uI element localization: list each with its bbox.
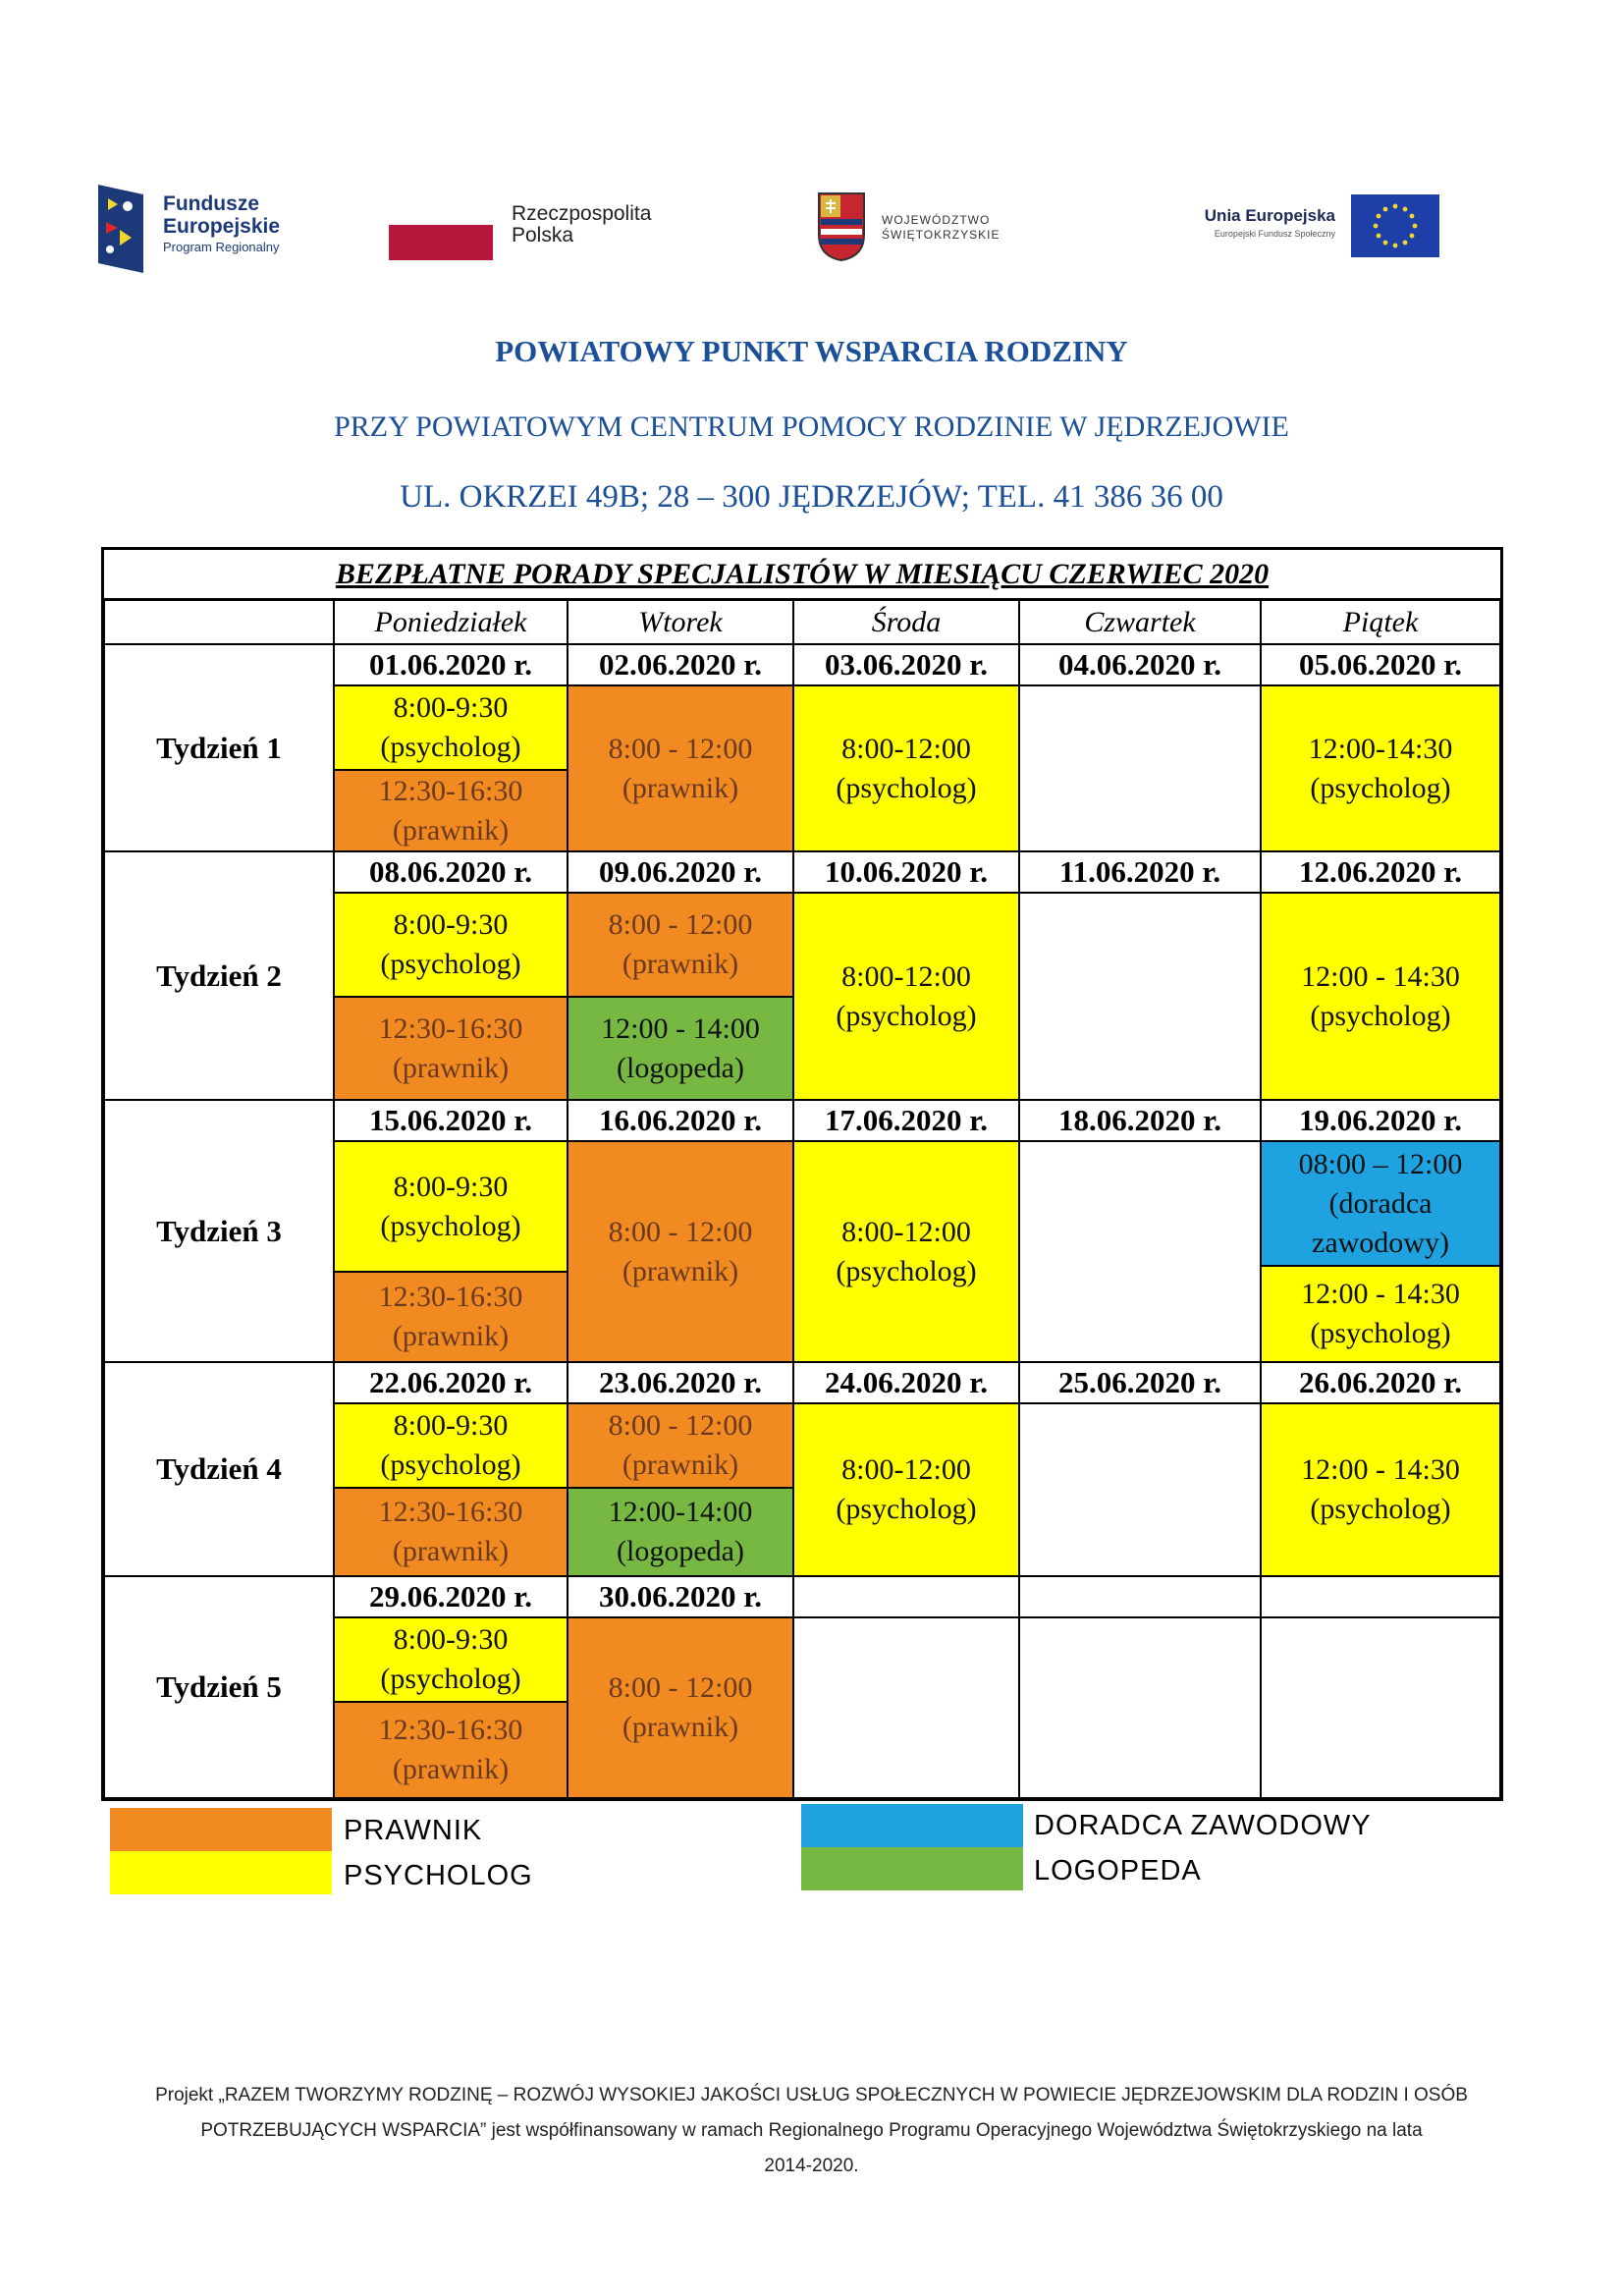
slot-role: (psycholog) bbox=[836, 1493, 977, 1525]
slot-time: 8:00-9:30 bbox=[393, 1409, 509, 1442]
sw-logo-line2: ŚWIĘTOKRZYSKIE bbox=[882, 228, 1001, 242]
slot-role: (prawnik) bbox=[622, 771, 739, 804]
project-footer bbox=[128, 2078, 1495, 2184]
legend-swatch-doradca bbox=[801, 1804, 1023, 1847]
date-cell bbox=[1019, 1576, 1261, 1617]
date-cell: 01.06.2020 r. bbox=[334, 644, 568, 685]
polish-flag-icon bbox=[389, 225, 493, 260]
appointment-psycholog bbox=[334, 1617, 568, 1702]
appointment-prawnik bbox=[568, 685, 793, 851]
slot-time: 12:00 - 14:30 bbox=[1301, 1278, 1460, 1310]
date-cell: 11.06.2020 r. bbox=[1019, 851, 1261, 893]
slot-time: 12:30-16:30 bbox=[378, 1714, 523, 1746]
appointment-prawnik bbox=[334, 1272, 568, 1362]
slot-time: 8:00 - 12:00 bbox=[608, 1215, 753, 1248]
slot-role: (prawnik) bbox=[392, 813, 510, 847]
empty-cell bbox=[1019, 1403, 1261, 1576]
slot-time: 12:00 - 14:30 bbox=[1301, 1453, 1460, 1486]
date-cell: 08.06.2020 r. bbox=[334, 851, 568, 893]
slot-role: (psycholog) bbox=[836, 999, 977, 1032]
slot-time: 12:30-16:30 bbox=[378, 1281, 523, 1313]
unia-europejska-logo-text bbox=[1104, 206, 1335, 239]
slot-role: (psycholog) bbox=[380, 1209, 521, 1242]
appointment-prawnik bbox=[334, 1702, 568, 1798]
legend-label-prawnik: PRAWNIK bbox=[344, 1815, 483, 1846]
date-cell: 22.06.2020 r. bbox=[334, 1362, 568, 1403]
slot-time: 12:30-16:30 bbox=[378, 774, 523, 807]
appointment-psycholog bbox=[793, 1403, 1019, 1576]
day-header-friday: Piątek bbox=[1261, 600, 1500, 644]
ue-logo-line2: Europejski Fundusz Społeczny bbox=[1214, 229, 1335, 239]
empty-cell bbox=[793, 1617, 1019, 1798]
slot-role: (psycholog) bbox=[1310, 771, 1451, 804]
date-cell: 10.06.2020 r. bbox=[793, 851, 1019, 893]
appointment-prawnik bbox=[568, 1403, 793, 1488]
footer-line1: Projekt „RAZEM TWORZYMY RODZINĘ – ROZWÓJ WYSOKIEJ JAKOŚCI USŁUG SPOŁECZNYCH W POWIECIE JĘDRZEJOWSKIM DLA RODZIN I OSÓB bbox=[155, 2085, 1468, 2105]
slot-role: (psycholog) bbox=[1310, 999, 1451, 1032]
fundusze-europejskie-logo-icon bbox=[98, 185, 143, 273]
slot-time: 8:00-9:30 bbox=[393, 691, 509, 724]
fe-logo-line1: Fundusze bbox=[163, 192, 259, 215]
date-cell: 30.06.2020 r. bbox=[568, 1576, 793, 1617]
week-label: Tydzień 4 bbox=[104, 1362, 334, 1576]
slot-role: (psycholog) bbox=[836, 1254, 977, 1287]
slot-role: (prawnik) bbox=[622, 1711, 739, 1743]
date-cell: 24.06.2020 r. bbox=[793, 1362, 1019, 1403]
week-label: Tydzień 3 bbox=[104, 1100, 334, 1362]
slot-time: 8:00 - 12:00 bbox=[608, 1409, 753, 1442]
slot-time: 8:00-12:00 bbox=[841, 1453, 971, 1486]
slot-time: 8:00 - 12:00 bbox=[608, 908, 753, 941]
date-cell: 25.06.2020 r. bbox=[1019, 1362, 1261, 1403]
slot-time: 12:00 - 14:00 bbox=[601, 1011, 760, 1045]
date-cell: 15.06.2020 r. bbox=[334, 1100, 568, 1141]
slot-time: 12:00-14:00 bbox=[608, 1496, 753, 1528]
legend-swatch-psycholog bbox=[110, 1851, 332, 1894]
rp-logo-line1: Rzeczpospolita bbox=[512, 202, 652, 225]
empty-cell bbox=[1019, 1141, 1261, 1362]
slot-time: 8:00-12:00 bbox=[841, 1215, 971, 1248]
fundusze-europejskie-logo-text bbox=[163, 192, 280, 257]
slot-time: 12:30-16:30 bbox=[378, 1496, 523, 1528]
day-header-wednesday: Środa bbox=[793, 600, 1019, 644]
date-cell: 12.06.2020 r. bbox=[1261, 851, 1500, 893]
slot-role: (psycholog) bbox=[836, 771, 977, 804]
slot-role: (prawnik) bbox=[392, 1753, 510, 1785]
appointment-psycholog bbox=[334, 1141, 568, 1272]
appointment-prawnik bbox=[568, 1141, 793, 1362]
empty-cell bbox=[1019, 893, 1261, 1100]
date-cell: 29.06.2020 r. bbox=[334, 1576, 568, 1617]
week-label: Tydzień 5 bbox=[104, 1576, 334, 1798]
date-cell bbox=[1261, 1576, 1500, 1617]
appointment-psycholog bbox=[1261, 685, 1500, 851]
slot-role: (psycholog) bbox=[380, 948, 521, 980]
slot-time: 08:00 – 12:00 bbox=[1298, 1147, 1463, 1180]
slot-time: 12:00 - 14:30 bbox=[1301, 959, 1460, 993]
day-header-tuesday: Wtorek bbox=[568, 600, 793, 644]
slot-role: (psycholog) bbox=[1310, 1493, 1451, 1525]
sw-logo-line1: WOJEWÓDZTWO bbox=[882, 213, 991, 227]
appointment-psycholog bbox=[793, 1141, 1019, 1362]
slot-role: (logopeda) bbox=[617, 1051, 744, 1084]
slot-role: (prawnik) bbox=[392, 1320, 510, 1352]
page-subtitle: PRZY POWIATOWYM CENTRUM POMOCY RODZINIE W JĘDRZEJOWIE bbox=[334, 410, 1289, 443]
date-cell: 19.06.2020 r. bbox=[1261, 1100, 1500, 1141]
slot-role: (logopeda) bbox=[617, 1535, 744, 1567]
appointment-psycholog bbox=[1261, 893, 1500, 1100]
slot-time: 12:30-16:30 bbox=[378, 1011, 523, 1045]
date-cell: 16.06.2020 r. bbox=[568, 1100, 793, 1141]
slot-time: 8:00-12:00 bbox=[841, 732, 971, 765]
address-line: UL. OKRZEI 49B; 28 – 300 JĘDRZEJÓW; TEL. 41 386 36 00 bbox=[400, 479, 1223, 515]
corner-cell bbox=[104, 600, 334, 644]
appointment-psycholog bbox=[1261, 1403, 1500, 1576]
fe-logo-line2: Europejskie bbox=[163, 215, 281, 238]
date-cell: 05.06.2020 r. bbox=[1261, 644, 1500, 685]
appointment-psycholog bbox=[334, 893, 568, 997]
appointment-logopeda bbox=[568, 997, 793, 1100]
appointment-psycholog bbox=[334, 685, 568, 770]
schedule-title: BEZPŁATNE PORADY SPECJALISTÓW W MIESIĄCU CZERWIEC 2020 bbox=[104, 550, 1500, 600]
date-cell: 23.06.2020 r. bbox=[568, 1362, 793, 1403]
slot-role: (psycholog) bbox=[380, 731, 521, 763]
date-cell: 17.06.2020 r. bbox=[793, 1100, 1019, 1141]
legend-label-logopeda: LOGOPEDA bbox=[1034, 1855, 1202, 1886]
footer-line2: POTRZEBUJĄCYCH WSPARCIA” jest współfinansowany w ramach Regionalnego Programu Operacyjnego Województwa Świętokrzyskiego na lata bbox=[200, 2120, 1423, 2141]
day-header-thursday: Czwartek bbox=[1019, 600, 1261, 644]
date-cell: 09.06.2020 r. bbox=[568, 851, 793, 893]
slot-time: 8:00-9:30 bbox=[393, 1170, 509, 1203]
slot-role: (prawnik) bbox=[622, 948, 739, 980]
legend-label-psycholog: PSYCHOLOG bbox=[344, 1860, 533, 1891]
appointment-psycholog bbox=[334, 1403, 568, 1488]
legend-label-doradca: DORADCA ZAWODOWY bbox=[1034, 1810, 1372, 1841]
date-cell: 02.06.2020 r. bbox=[568, 644, 793, 685]
appointment-psycholog bbox=[1261, 1266, 1500, 1362]
slot-time: 8:00-12:00 bbox=[841, 959, 971, 993]
date-cell: 26.06.2020 r. bbox=[1261, 1362, 1500, 1403]
appointment-prawnik bbox=[334, 1488, 568, 1576]
week-label: Tydzień 2 bbox=[104, 851, 334, 1100]
slot-time: 8:00 - 12:00 bbox=[608, 732, 753, 765]
legend-swatch-prawnik bbox=[110, 1808, 332, 1851]
slot-role: (psycholog) bbox=[380, 1663, 521, 1695]
eu-flag-icon bbox=[1351, 194, 1439, 257]
date-cell: 04.06.2020 r. bbox=[1019, 644, 1261, 685]
ue-logo-line1: Unia Europejska bbox=[1204, 206, 1335, 225]
date-cell: 18.06.2020 r. bbox=[1019, 1100, 1261, 1141]
appointment-prawnik bbox=[568, 1617, 793, 1798]
slot-role: (prawnik) bbox=[622, 1254, 739, 1287]
week-label: Tydzień 1 bbox=[104, 644, 334, 851]
date-cell bbox=[793, 1576, 1019, 1617]
legend-swatch-logopeda bbox=[801, 1847, 1023, 1890]
slot-role: (doradca bbox=[1328, 1186, 1433, 1220]
slot-role: zawodowy) bbox=[1312, 1226, 1449, 1259]
empty-cell bbox=[1019, 685, 1261, 851]
slot-role: (prawnik) bbox=[622, 1449, 739, 1481]
appointment-prawnik bbox=[334, 997, 568, 1100]
appointment-prawnik bbox=[568, 893, 793, 997]
slot-role: (prawnik) bbox=[392, 1535, 510, 1567]
slot-time: 8:00-9:30 bbox=[393, 908, 509, 941]
fe-logo-line3: Program Regionalny bbox=[163, 240, 280, 254]
slot-time: 8:00-9:30 bbox=[393, 1623, 509, 1656]
slot-time: 12:00-14:30 bbox=[1308, 732, 1453, 765]
day-header-monday: Poniedziałek bbox=[334, 600, 568, 644]
slot-role: (psycholog) bbox=[1310, 1317, 1451, 1349]
slot-role: (psycholog) bbox=[380, 1449, 521, 1481]
page-title: POWIATOWY PUNKT WSPARCIA RODZINY bbox=[495, 334, 1128, 368]
slot-time: 8:00 - 12:00 bbox=[608, 1671, 753, 1704]
swietokrzyskie-crest-icon bbox=[817, 191, 866, 262]
appointment-psycholog bbox=[793, 893, 1019, 1100]
empty-cell bbox=[1261, 1617, 1500, 1798]
appointment-psycholog bbox=[793, 685, 1019, 851]
appointment-logopeda bbox=[568, 1488, 793, 1576]
swietokrzyskie-logo-text bbox=[882, 213, 1000, 243]
appointment-prawnik bbox=[334, 770, 568, 851]
footer-line3: 2014-2020. bbox=[764, 2156, 859, 2176]
appointment-doradca-zawodowy bbox=[1261, 1141, 1500, 1266]
date-cell: 03.06.2020 r. bbox=[793, 644, 1019, 685]
empty-cell bbox=[1019, 1617, 1261, 1798]
rp-logo-line2: Polska bbox=[512, 224, 574, 246]
rzeczpospolita-logo-text bbox=[512, 203, 651, 246]
slot-role: (prawnik) bbox=[392, 1051, 510, 1084]
